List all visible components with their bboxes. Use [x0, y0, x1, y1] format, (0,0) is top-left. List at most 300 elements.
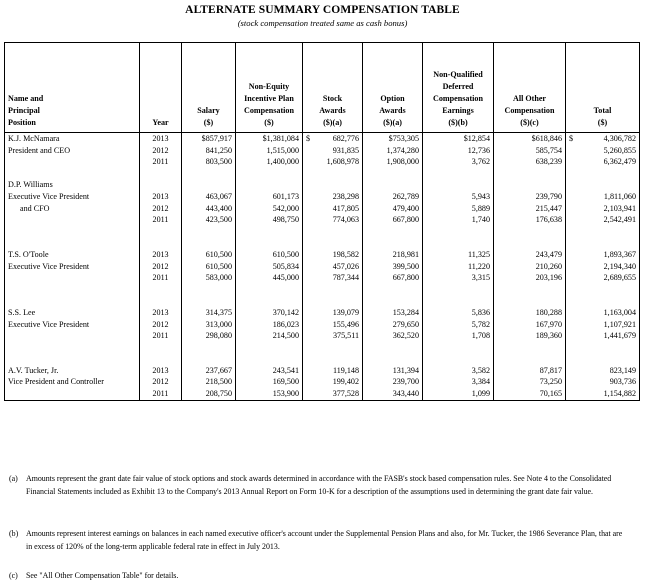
total-value: 5,260,855: [603, 145, 636, 155]
footnote: [9, 472, 629, 498]
nqdc-value: 3,315: [471, 273, 490, 283]
salary-cell: [182, 365, 236, 377]
officer-cell: [5, 376, 140, 388]
other-cell: [494, 388, 566, 400]
header-line: ($): [264, 118, 274, 127]
nonequity-value: 243,541: [272, 365, 299, 375]
nqdc-cell: [423, 179, 494, 191]
salary-value: 313,000: [205, 319, 232, 329]
header-nonequity: [236, 43, 303, 133]
nqdc-cell: [423, 388, 494, 400]
nqdc-value: 12,736: [467, 145, 490, 155]
stock-cell: [303, 365, 363, 377]
nonequity-cell: [236, 261, 303, 273]
officer-label: T.S. O'Toole: [8, 249, 49, 259]
other-value: 585,754: [535, 145, 562, 155]
officer-cell: [5, 156, 140, 168]
officer-label: Vice President and Controller: [8, 377, 104, 387]
nqdc-cell: [423, 376, 494, 388]
stock-cell: [303, 261, 363, 273]
salary-cell: [182, 249, 236, 261]
year-cell: 2013: [140, 191, 182, 203]
nqdc-cell: [423, 249, 494, 261]
salary-cell: [182, 203, 236, 215]
spacer-row: [5, 295, 640, 307]
nonequity-value: $1,381,084: [262, 134, 299, 143]
year-cell: 2012: [140, 145, 182, 157]
header-line: Total: [593, 106, 612, 115]
option-cell: [363, 145, 423, 157]
other-value: 189,360: [535, 331, 562, 341]
other-cell: [494, 261, 566, 273]
stock-value: 787,344: [332, 273, 359, 283]
option-value: 667,800: [392, 215, 419, 225]
other-value: 203,196: [535, 273, 562, 283]
table-row: [5, 388, 640, 400]
total-cell: [566, 330, 640, 342]
nonequity-value: 610,500: [272, 249, 299, 259]
stock-value: 417,805: [332, 203, 359, 213]
other-value: 176,638: [535, 215, 562, 225]
spacer-cell: [5, 226, 140, 238]
nonequity-cell: [236, 145, 303, 157]
total-value: 2,542,491: [603, 215, 636, 225]
stock-value: 119,148: [332, 365, 359, 375]
spacer-cell: [182, 284, 236, 296]
nqdc-value: 5,836: [471, 307, 490, 317]
table-body: [5, 133, 640, 401]
spacer-cell: [140, 226, 182, 238]
other-cell: [494, 133, 566, 145]
header-salary: [182, 43, 236, 133]
other-value: 210,260: [535, 261, 562, 271]
header-line: ($)(a): [323, 118, 342, 127]
nonequity-cell: [236, 179, 303, 191]
option-value: 131,394: [392, 365, 419, 375]
option-value: 218,981: [392, 249, 419, 259]
salary-value: 298,080: [205, 331, 232, 341]
other-value: 70,165: [539, 389, 562, 399]
option-cell: [363, 319, 423, 331]
footnote-text: See "All Other Compensation Table" for details.: [26, 571, 179, 580]
total-cell: [566, 156, 640, 168]
stock-cell: [303, 156, 363, 168]
officer-cell: [5, 365, 140, 377]
nonequity-cell: [236, 365, 303, 377]
nonequity-cell: [236, 388, 303, 400]
option-cell: [363, 133, 423, 145]
officer-label: and CFO: [20, 203, 50, 213]
other-cell: [494, 376, 566, 388]
spacer-row: [5, 342, 640, 354]
total-value: 4,306,782: [603, 134, 636, 143]
stock-cell: [303, 272, 363, 284]
year-cell: 2012: [140, 261, 182, 273]
total-value: 6,362,479: [603, 157, 636, 167]
nqdc-cell: [423, 307, 494, 319]
other-value: 73,250: [539, 377, 562, 387]
other-cell: [494, 156, 566, 168]
option-cell: [363, 365, 423, 377]
header-line: Compensation: [433, 94, 483, 103]
total-value: 2,194,340: [603, 261, 636, 271]
stock-value: 155,496: [332, 319, 359, 329]
table-title: ALTERNATE SUMMARY COMPENSATION TABLE: [185, 4, 460, 16]
header-nqdc-earnings: [423, 43, 494, 133]
option-cell: [363, 191, 423, 203]
nonequity-value: 498,750: [272, 215, 299, 225]
other-cell: [494, 365, 566, 377]
spacer-cell: [5, 353, 140, 365]
header-line: ($)(c): [520, 118, 539, 127]
nqdc-value: 1,708: [471, 331, 490, 341]
nonequity-cell: [236, 376, 303, 388]
salary-cell: [182, 272, 236, 284]
table-row: [5, 191, 640, 203]
table-row: [5, 365, 640, 377]
nqdc-cell: [423, 330, 494, 342]
stock-value: 198,582: [332, 249, 359, 259]
year-cell: 2013: [140, 307, 182, 319]
table-row: [5, 249, 640, 261]
header-line: Awards: [379, 106, 406, 115]
year-cell: [140, 179, 182, 191]
salary-value: 423,500: [205, 215, 232, 225]
nonequity-value: 186,023: [272, 319, 299, 329]
year-cell: 2011: [140, 388, 182, 400]
officer-cell: [5, 249, 140, 261]
other-cell: [494, 307, 566, 319]
spacer-cell: [140, 284, 182, 296]
officer-label: Executive Vice President: [8, 191, 90, 201]
total-value: 1,441,679: [603, 331, 636, 341]
other-cell: [494, 330, 566, 342]
nqdc-cell: [423, 214, 494, 226]
table-row: [5, 133, 640, 145]
spacer-cell: [494, 226, 566, 238]
option-value: 667,800: [392, 273, 419, 283]
stock-value: 1,608,978: [326, 157, 359, 167]
total-value: 2,689,655: [603, 273, 636, 283]
total-cell: [566, 249, 640, 261]
option-cell: [363, 272, 423, 284]
spacer-cell: [566, 295, 640, 307]
salary-cell: [182, 330, 236, 342]
salary-cell: [182, 179, 236, 191]
header-line: Awards: [319, 106, 346, 115]
spacer-cell: [236, 226, 303, 238]
other-value: 215,447: [535, 203, 562, 213]
officer-cell: [5, 203, 140, 215]
total-cell: [566, 365, 640, 377]
option-cell: [363, 179, 423, 191]
nonequity-cell: [236, 133, 303, 145]
spacer-cell: [566, 284, 640, 296]
total-value: 1,154,882: [603, 389, 636, 399]
footnote-text: Amounts represent interest earnings on balances in each named executive officer's account under the Supplemental Pension Plans and also, for Mr. Tucker, the 1986 Severance Plan, that are in excess of 120% of the long-term applicable federal rate in effect in July 2013.: [26, 529, 623, 551]
spacer-cell: [566, 237, 640, 249]
spacer-row: [5, 226, 640, 238]
other-value: $618,846: [531, 134, 562, 143]
salary-cell: [182, 145, 236, 157]
salary-cell: [182, 388, 236, 400]
option-value: $753,305: [388, 134, 419, 143]
stock-value: 199,402: [332, 377, 359, 387]
spacer-cell: [494, 295, 566, 307]
other-value: 243,479: [535, 249, 562, 259]
officer-label: K.J. McNamara: [8, 134, 60, 143]
spacer-cell: [494, 353, 566, 365]
officer-cell: [5, 191, 140, 203]
other-cell: [494, 272, 566, 284]
stock-cell: [303, 249, 363, 261]
spacer-cell: [494, 342, 566, 354]
nonequity-cell: [236, 249, 303, 261]
table-row: [5, 272, 640, 284]
option-value: 479,400: [392, 203, 419, 213]
stock-cell: [303, 133, 363, 145]
nqdc-cell: [423, 272, 494, 284]
stock-cell: [303, 388, 363, 400]
other-cell: [494, 203, 566, 215]
header-line: ($): [203, 118, 214, 127]
other-value: 167,970: [535, 319, 562, 329]
officer-cell: [5, 145, 140, 157]
other-cell: [494, 214, 566, 226]
option-value: 279,650: [392, 319, 419, 329]
spacer-cell: [423, 168, 494, 180]
option-cell: [363, 214, 423, 226]
total-cell: [566, 272, 640, 284]
total-value: 1,107,921: [603, 319, 636, 329]
spacer-cell: [423, 226, 494, 238]
salary-cell: [182, 261, 236, 273]
spacer-cell: [566, 226, 640, 238]
header-name: [5, 43, 140, 133]
table-row: [5, 145, 640, 157]
header-line: Earnings: [442, 106, 474, 115]
spacer-cell: [494, 284, 566, 296]
other-cell: [494, 145, 566, 157]
other-value: 638,239: [535, 157, 562, 167]
stock-value: 375,511: [332, 331, 359, 341]
salary-value: 803,500: [205, 157, 232, 167]
table-row: [5, 156, 640, 168]
salary-value: 237,667: [205, 365, 232, 375]
officer-label: Executive Vice President: [8, 319, 90, 329]
spacer-cell: [566, 168, 640, 180]
header-all-other-comp: [494, 43, 566, 133]
option-value: 239,700: [392, 377, 419, 387]
year-cell: 2011: [140, 156, 182, 168]
nqdc-value: 11,325: [468, 249, 490, 259]
nqdc-cell: [423, 133, 494, 145]
officer-cell: [5, 388, 140, 400]
spacer-cell: [182, 168, 236, 180]
total-value: 903,736: [609, 377, 636, 387]
spacer-cell: [363, 353, 423, 365]
header-line: Deferred: [442, 82, 474, 91]
nonequity-cell: [236, 307, 303, 319]
total-value: 823,149: [609, 365, 636, 375]
spacer-row: [5, 168, 640, 180]
option-value: 399,500: [392, 261, 419, 271]
footnote-mark: (c): [9, 571, 18, 580]
spacer-cell: [236, 237, 303, 249]
year-cell: 2013: [140, 365, 182, 377]
total-value: 1,893,367: [603, 249, 636, 259]
stock-value: 682,776: [332, 134, 359, 143]
nqdc-value: 5,889: [471, 203, 490, 213]
total-cell: [566, 191, 640, 203]
officer-cell: [5, 261, 140, 273]
other-cell: [494, 319, 566, 331]
dollar-sign: $: [306, 134, 311, 143]
footnote-text: Amounts represent the grant date fair value of stock options and stock awards determined in accordance with the FASB's stock based compensation rules. See Note 4 to the Consolidated Financial Statements included as Exhibit 13 to the Company's 2013 Annual Report on Form 10-K for a description of the assumptions used in determining the grant date fair value.: [26, 474, 612, 496]
spacer-cell: [140, 168, 182, 180]
nonequity-value: 1,515,000: [266, 145, 299, 155]
spacer-cell: [423, 295, 494, 307]
stock-value: 457,026: [332, 261, 359, 271]
option-value: 343,440: [392, 389, 419, 399]
spacer-cell: [182, 353, 236, 365]
spacer-cell: [303, 342, 363, 354]
spacer-cell: [5, 284, 140, 296]
year-cell: 2012: [140, 376, 182, 388]
salary-cell: [182, 156, 236, 168]
header-line: Name and: [8, 94, 44, 103]
salary-value: 218,500: [205, 377, 232, 387]
total-cell: [566, 261, 640, 273]
total-cell: [566, 133, 640, 145]
nonequity-cell: [236, 214, 303, 226]
header-line: Non-Equity: [248, 82, 290, 91]
header-option-awards: [363, 43, 423, 133]
other-cell: [494, 191, 566, 203]
spacer-cell: [5, 168, 140, 180]
nqdc-value: 3,582: [471, 365, 490, 375]
header-line: Stock: [322, 94, 343, 103]
salary-cell: [182, 376, 236, 388]
spacer-cell: [5, 342, 140, 354]
nqdc-cell: [423, 203, 494, 215]
officer-cell: [5, 272, 140, 284]
nonequity-value: 153,900: [272, 389, 299, 399]
salary-value: 583,000: [205, 273, 232, 283]
stock-value: 774,063: [332, 215, 359, 225]
other-value: 239,790: [535, 191, 562, 201]
header-line: Option: [380, 94, 405, 103]
table-row: [5, 203, 640, 215]
header-line: ($)(b): [448, 118, 468, 127]
footnote: [9, 527, 629, 553]
other-cell: [494, 249, 566, 261]
spacer-cell: [363, 168, 423, 180]
spacer-cell: [363, 342, 423, 354]
spacer-row: [5, 237, 640, 249]
total-cell: [566, 376, 640, 388]
table-row: [5, 330, 640, 342]
nonequity-value: 370,142: [272, 307, 299, 317]
spacer-cell: [236, 353, 303, 365]
summary-compensation-table: [4, 42, 640, 401]
nqdc-cell: [423, 191, 494, 203]
salary-cell: [182, 307, 236, 319]
header-line: Compensation: [504, 106, 555, 115]
option-value: 1,374,280: [386, 145, 419, 155]
officer-cell: [5, 319, 140, 331]
header-total: [566, 43, 640, 133]
nonequity-cell: [236, 191, 303, 203]
spacer-cell: [363, 284, 423, 296]
spacer-cell: [566, 353, 640, 365]
stock-cell: [303, 179, 363, 191]
spacer-cell: [236, 295, 303, 307]
salary-cell: [182, 133, 236, 145]
total-cell: [566, 319, 640, 331]
salary-value: 841,250: [205, 145, 232, 155]
spacer-cell: [423, 284, 494, 296]
table-subtitle: (stock compensation treated same as cash bonus): [237, 18, 408, 28]
officer-cell: [5, 330, 140, 342]
header-line: Non-Qualified: [433, 70, 483, 79]
nonequity-value: 1,400,000: [266, 157, 299, 167]
salary-cell: [182, 214, 236, 226]
salary-cell: [182, 319, 236, 331]
spacer-cell: [182, 295, 236, 307]
stock-cell: [303, 307, 363, 319]
nonequity-value: 214,500: [272, 331, 299, 341]
stock-cell: [303, 214, 363, 226]
spacer-cell: [5, 237, 140, 249]
nqdc-value: 5,782: [471, 319, 490, 329]
option-cell: [363, 261, 423, 273]
total-value: 2,103,941: [603, 203, 636, 213]
option-value: 1,908,000: [386, 157, 419, 167]
option-cell: [363, 203, 423, 215]
spacer-cell: [423, 237, 494, 249]
officer-label: A.V. Tucker, Jr.: [8, 365, 59, 375]
total-value: 1,163,004: [603, 307, 636, 317]
spacer-cell: [182, 226, 236, 238]
nqdc-value: 1,099: [471, 389, 490, 399]
officer-label: S.S. Lee: [8, 307, 36, 317]
salary-value: 610,500: [205, 261, 232, 271]
nonequity-value: 601,173: [272, 191, 299, 201]
total-value: 1,811,060: [603, 191, 636, 201]
nqdc-cell: [423, 145, 494, 157]
total-cell: [566, 388, 640, 400]
dollar-sign: $: [569, 134, 574, 143]
spacer-cell: [494, 168, 566, 180]
nonequity-value: 169,500: [272, 377, 299, 387]
header-stock-awards: [303, 43, 363, 133]
nqdc-cell: [423, 319, 494, 331]
year-cell: 2013: [140, 249, 182, 261]
option-value: 262,789: [392, 191, 419, 201]
total-cell: [566, 307, 640, 319]
nqdc-value: $12,854: [463, 134, 490, 143]
stock-cell: [303, 203, 363, 215]
header-line: Incentive Plan: [244, 94, 294, 103]
spacer-cell: [236, 168, 303, 180]
header-line: Position: [8, 118, 36, 127]
nonequity-value: 445,000: [272, 273, 299, 283]
nqdc-value: 3,762: [471, 157, 490, 167]
nonequity-value: 542,000: [272, 203, 299, 213]
nqdc-cell: [423, 365, 494, 377]
option-value: 362,520: [392, 331, 419, 341]
